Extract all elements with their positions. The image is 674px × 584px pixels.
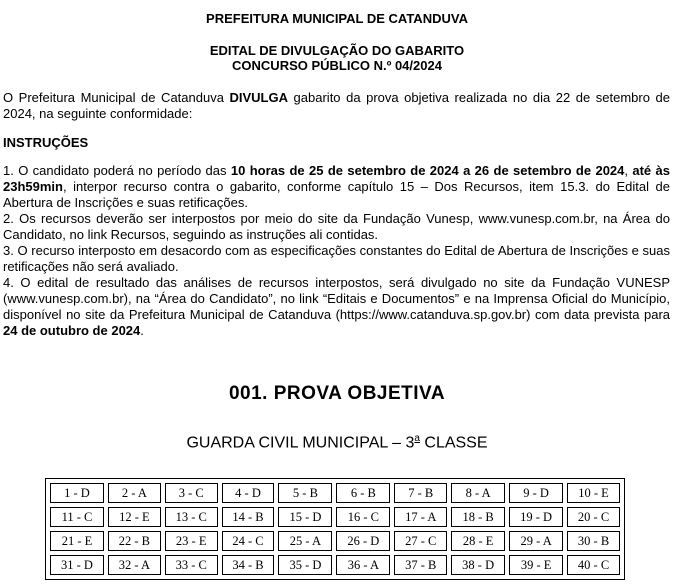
answer-cell: 22 - B: [108, 531, 161, 551]
answer-cell: 28 - E: [451, 531, 505, 551]
answer-cell: 35 - D: [278, 555, 332, 575]
instruction-item-2: 2. Os recursos deverão ser interpostos por meio do site da Fundação Vunesp, www.vunesp.com.br, na Área do Candidato, no link Recursos, seguindo as instruções ali contidas.: [3, 211, 670, 242]
answer-cell: 15 - D: [278, 507, 332, 527]
intro-paragraph: O Prefeitura Municipal de Catanduva DIVULGA gabarito da prova objetiva realizada no dia 22 de setembro de 2024, na seguinte conformidade:: [3, 90, 670, 121]
answer-cell: 25 - A: [278, 531, 332, 551]
answer-cell: 13 - C: [165, 507, 218, 527]
answer-cell: 24 - C: [222, 531, 275, 551]
answer-cell: 29 - A: [509, 531, 563, 551]
answer-key-row: [50, 507, 620, 527]
answer-cell: 23 - E: [165, 531, 218, 551]
answer-cell: 38 - D: [451, 555, 505, 575]
answer-cell: 19 - D: [509, 507, 563, 527]
answer-cell: 31 - D: [50, 555, 104, 575]
answer-cell: 21 - E: [50, 531, 104, 551]
contest-number: CONCURSO PÚBLICO N.º 04/2024: [232, 58, 442, 73]
answer-cell: 12 - E: [108, 507, 161, 527]
answer-cell: 2 - A: [108, 483, 161, 503]
answer-cell: 17 - A: [394, 507, 447, 527]
answer-cell: 16 - C: [336, 507, 390, 527]
answer-key-row: [50, 483, 620, 503]
answer-cell: 14 - B: [222, 507, 275, 527]
answer-cell: 3 - C: [165, 483, 218, 503]
answer-cell: 6 - B: [336, 483, 390, 503]
answer-cell: 33 - C: [165, 555, 218, 575]
answer-cell: 8 - A: [451, 483, 505, 503]
answer-cell: 11 - C: [50, 507, 104, 527]
instruction-item-4: 4. O edital de resultado das análises de recursos interpostos, será divulgado no site da Fundação VUNESP (www.vunesp.com.br), na “Área do Candidato”, no link “Editais e Documentos” e na Imprensa Oficial do Município, disponível no site da Prefeitura Municipal de Catanduva (https://www.catanduva.sp.gov.br) com data prevista para 24 de outubro de 2024.: [3, 275, 670, 338]
answer-cell: 27 - C: [394, 531, 447, 551]
instructions-heading: INSTRUÇÕES: [3, 135, 89, 150]
answer-cell: 10 - E: [567, 483, 620, 503]
cargo-title: GUARDA CIVIL MUNICIPAL – 3$^a$ CLASSE: [186, 433, 488, 452]
answer-cell: 20 - C: [567, 507, 620, 527]
section-title: 001. PROVA OBJETIVA: [228, 383, 446, 404]
answer-cell: 1 - D: [50, 483, 104, 503]
answer-cell: 5 - B: [278, 483, 332, 503]
answer-cell: 26 - D: [336, 531, 390, 551]
answer-cell: 39 - E: [509, 555, 563, 575]
answer-cell: 34 - B: [222, 555, 275, 575]
answer-cell: 40 - C: [567, 555, 620, 575]
answer-key-row: [50, 531, 620, 551]
org-name: PREFEITURA MUNICIPAL DE CATANDUVA: [206, 11, 468, 26]
answer-cell: 36 - A: [336, 555, 390, 575]
instructions-list: [3, 163, 670, 339]
answer-cell: 37 - B: [394, 555, 447, 575]
answer-key-row: [50, 555, 620, 575]
document-title: EDITAL DE DIVULGAÇÃO DO GABARITO: [209, 43, 465, 58]
answer-cell: 7 - B: [394, 483, 447, 503]
instruction-item-3: 3. O recurso interposto em desacordo com as especificações constantes do Edital de Abertura de Inscrições e suas retificações não será avaliado.: [3, 243, 670, 274]
answer-cell: 30 - B: [567, 531, 620, 551]
instruction-item-1: 1. O candidato poderá no período das 10 horas de 25 de setembro de 2024 a 26 de setembro de 2024, até às 23h59min, interpor recurso contra o gabarito, conforme capítulo 15 – Dos Recursos, item 15.3. do Edital de Abertura de Inscrições e suas retificações.: [3, 163, 670, 210]
answer-cell: 18 - B: [451, 507, 505, 527]
answer-key-grid: [45, 478, 625, 580]
answer-cell: 9 - D: [509, 483, 563, 503]
answer-cell: 4 - D: [222, 483, 275, 503]
answer-cell: 32 - A: [108, 555, 161, 575]
